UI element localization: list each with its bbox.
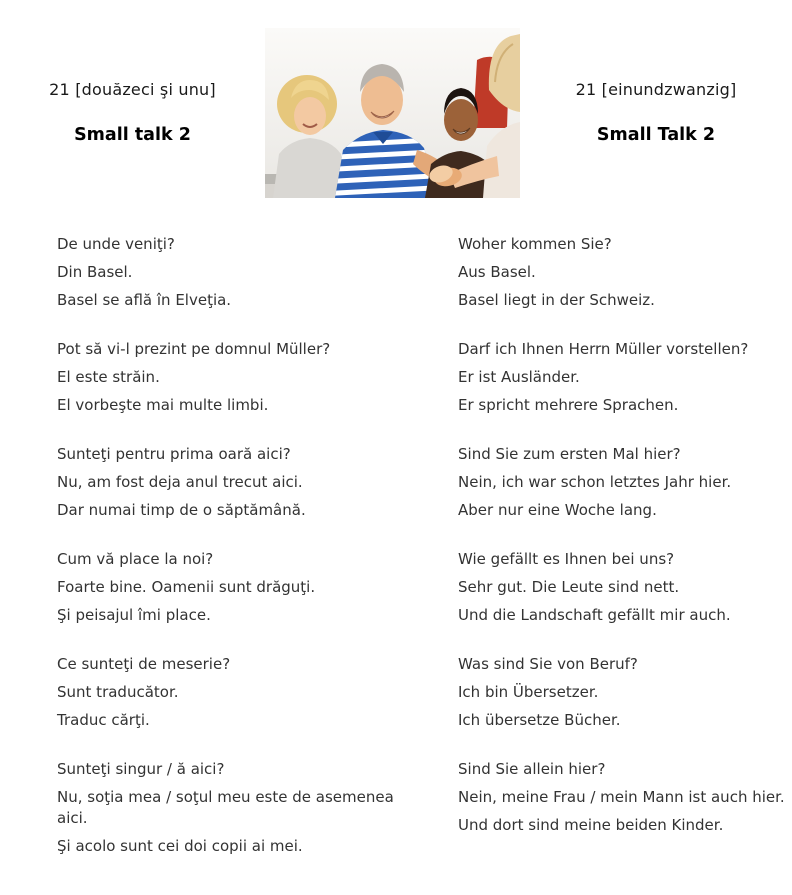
phrase-de: Basel liegt in der Schweiz. — [458, 291, 655, 309]
phrase-ro: Şi peisajul îmi place. — [57, 606, 211, 624]
phrase-de: Was sind Sie von Beruf? — [458, 655, 638, 673]
phrase-de: Er spricht mehrere Sprachen. — [458, 396, 679, 414]
lesson-header-romanian — [0, 0, 265, 145]
phrase-ro: Dar numai timp de o săptămână. — [57, 501, 306, 519]
phrase-de: Sehr gut. Die Leute sind nett. — [458, 578, 680, 596]
phrase-ro: Cum vă place la noi? — [57, 550, 214, 568]
phrase-de: Aber nur eine Woche lang. — [458, 501, 657, 519]
phrase-group-ro-6 — [57, 759, 422, 857]
phrase-de: Nein, ich war schon letztes Jahr hier. — [458, 473, 732, 491]
phrase-de: Wie gefällt es Ihnen bei uns? — [458, 550, 675, 568]
phrase-de: Sind Sie allein hier? — [458, 760, 606, 778]
phrase-group-de-1 — [458, 234, 792, 311]
lesson-title-romanian: Small talk 2 — [74, 125, 191, 145]
phrase-de: Ich übersetze Bücher. — [458, 711, 621, 729]
phrase-group-ro-4 — [57, 549, 422, 626]
phrase-de: Sind Sie zum ersten Mal hier? — [458, 445, 681, 463]
romanian-column — [0, 234, 422, 885]
lesson-header-german — [520, 0, 792, 145]
phrase-group-ro-1 — [57, 234, 422, 311]
phrase-de: Nein, meine Frau / mein Mann ist auch hier. — [458, 788, 785, 806]
lesson-header — [0, 0, 792, 198]
phrase-group-ro-3 — [57, 444, 422, 521]
phrase-de: Ich bin Übersetzer. — [458, 683, 599, 701]
lesson-title-german: Small Talk 2 — [596, 125, 716, 145]
phrase-de: Aus Basel. — [458, 263, 536, 281]
phrase-ro: Şi acolo sunt cei doi copii ai mei. — [57, 837, 303, 855]
phrase-ro: Din Basel. — [57, 263, 133, 281]
lesson-photo — [265, 28, 520, 198]
phrase-group-de-4 — [458, 549, 792, 626]
phrase-group-de-3 — [458, 444, 792, 521]
phrase-table — [0, 234, 792, 885]
phrase-ro: Nu, soţia mea / soţul meu este de asemenea aici. — [57, 788, 394, 827]
phrase-ro: Ce sunteţi de meserie? — [57, 655, 231, 673]
phrase-group-de-2 — [458, 339, 792, 416]
phrase-de: Und dort sind meine beiden Kinder. — [458, 816, 724, 834]
phrase-de: Darf ich Ihnen Herrn Müller vorstellen? — [458, 340, 749, 358]
phrase-de: Woher kommen Sie? — [458, 235, 612, 253]
phrase-ro: Sunteţi pentru prima oară aici? — [57, 445, 291, 463]
phrase-de: Er ist Ausländer. — [458, 368, 580, 386]
phrase-ro: Sunteţi singur / ă aici? — [57, 760, 225, 778]
people-shaking-hands-photo — [265, 28, 520, 198]
phrase-group-de-5 — [458, 654, 792, 731]
phrase-ro: Pot să vi-l prezint pe domnul Müller? — [57, 340, 331, 358]
phrase-ro: De unde veniţi? — [57, 235, 175, 253]
lesson-number-romanian: 21 [douăzeci şi unu] — [49, 80, 216, 99]
german-column — [422, 234, 792, 885]
phrase-group-de-6 — [458, 759, 792, 836]
phrase-ro: El este străin. — [57, 368, 160, 386]
phrase-group-ro-5 — [57, 654, 422, 731]
phrase-ro: Foarte bine. Oamenii sunt drăguţi. — [57, 578, 316, 596]
lesson-number-german: 21 [einundzwanzig] — [575, 80, 737, 99]
phrase-ro: El vorbeşte mai multe limbi. — [57, 396, 269, 414]
phrase-ro: Traduc cărţi. — [57, 711, 150, 729]
phrase-ro: Nu, am fost deja anul trecut aici. — [57, 473, 303, 491]
phrase-de: Und die Landschaft gefällt mir auch. — [458, 606, 731, 624]
phrase-ro: Basel se află în Elveţia. — [57, 291, 232, 309]
phrase-group-ro-2 — [57, 339, 422, 416]
phrase-ro: Sunt traducător. — [57, 683, 179, 701]
